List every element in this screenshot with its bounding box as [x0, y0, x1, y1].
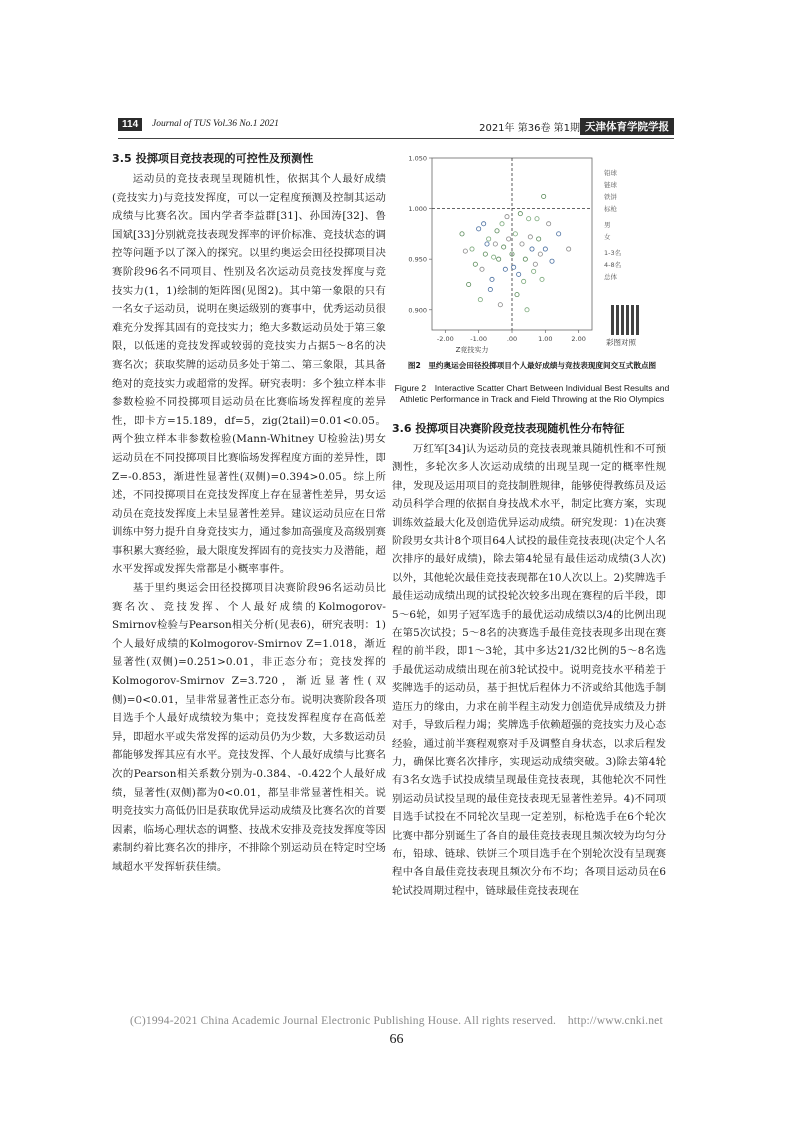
scatter-point: [550, 259, 554, 263]
scatter-point: [497, 257, 501, 261]
page-number: 66: [389, 1032, 404, 1047]
scatter-point: [532, 269, 536, 273]
legend-item: 总体: [604, 273, 617, 281]
legend-item: 铅球: [604, 169, 617, 177]
legend-item: 女: [604, 233, 611, 241]
scatter-point: [473, 262, 477, 266]
scatter-point: [502, 245, 506, 249]
scatter-point: [467, 282, 471, 286]
scatter-point: [520, 242, 524, 246]
scatter-point: [533, 262, 537, 266]
x-tick-label: -2.00: [436, 335, 454, 343]
scatter-point: [525, 308, 529, 312]
scatter-point: [493, 242, 497, 246]
scatter-point: [522, 279, 526, 283]
scatter-point: [547, 222, 551, 226]
section-3-5-title: 3.5 投掷项目竞技表现的可控性及预测性: [112, 152, 314, 165]
scatter-point: [523, 257, 527, 261]
scatter-point: [487, 237, 491, 241]
scatter-point: [507, 237, 511, 241]
scatter-point: [498, 303, 502, 307]
y-tick-label: 0.950: [408, 255, 427, 264]
section-3-5-para-1: 运动员的竞技表现呈现随机性，依据其个人最好成绩(竞技实力)与竞技发挥度，可以一定程度预测及控制其运动成绩与比赛名次。国内学者李益群[31]、孙国涛[32]、鲁国斌[33]分别就竞技表现发挥率的评价标准、竞技状态的调控等问题予以了深入的探究。以里约奥运会田径投掷项目决赛阶段96名不同项目、性别及名次运动员竞技发挥度与竞技实力(1，1)绘制的矩阵图(见图2)。其中第一象限的只有一名女子运动员，说明在奥运级别的赛事中，优秀运动员很难充分发挥其固有的竞技实力；绝大多数运动员处于第三象限，以低迷的竞技发挥或较弱的竞技实力占据5～8名的决赛名次；获取奖牌的运动员多处于第二、第三象限，其具备绝对的竞技实力或超常的发挥。研究表明：多个独立样本非参数检验不同投掷项目运动员在比赛临场发挥程度的差异性，即卡方=15.189，df=5，zig(2tail)=0.01<0.05。两个独立样本非参数检验(Mann-Whitney U检验法)男女运动员在不同投掷项目比赛临场发挥程度方面的差异性，即Z=-0.853，渐进性显著性(双侧)=0.394>0.05。综上所述，不同投掷项目在竞技发挥度上存在显著性差异，男女运动员在竞技发挥度上未呈显著性差异。建议运动员应在日常训练中努力提升自身竞技实力，通过参加高强度及高级别赛事积累大赛经验，最大限度发挥固有的竞技实力及潜能，超水平发挥或发挥失常都是小概率事件。: [112, 173, 386, 576]
header-rule: [118, 138, 674, 139]
scatter-point: [460, 232, 464, 236]
scatter-point: [543, 247, 547, 251]
scatter-point: [567, 247, 571, 251]
scatter-point: [488, 287, 492, 291]
scatter-point: [537, 237, 541, 241]
scatter-point: [490, 277, 494, 281]
scatter-point: [513, 232, 517, 236]
scatter-point: [492, 255, 496, 259]
scatter-point: [515, 292, 519, 296]
scatter-point: [518, 212, 522, 216]
scatter-point: [463, 249, 467, 253]
figure-caption-cn: 图2 里约奥运会田径投掷项目个人最好成绩与竞技表现度间交互式散点图: [407, 361, 657, 370]
legend-item: 铁饼: [604, 193, 617, 201]
scatter-point: [557, 232, 561, 236]
scatter-point: [503, 267, 507, 271]
header-page-badge: 114: [118, 118, 142, 131]
qr-label: 彩图对照: [606, 338, 636, 347]
x-tick-label: 1.00: [538, 335, 553, 343]
scatter-point: [530, 247, 534, 251]
scatter-point: [483, 252, 487, 256]
legend-item: 标枪: [604, 205, 617, 213]
right-column: [392, 420, 666, 900]
section-3-5-para-2: 基于里约奥运会田径投掷项目决赛阶段96名运动员比赛名次、竞技发挥、个人最好成绩的Kolmogorov-Smirnov检验与Pearson相关分析(见表6)，研究表明：1)个人最好成绩的Kolmogorov-Smirnov Z=1.018，渐近显著性(双侧)=0.251>0.01，非正态分布；竞技发挥的Kolmogorov-Smirnov Z=3.720，渐近显著性(双侧)=0<0.01，呈非常显著性正态分布。说明决赛阶段各项目选手个人最好成绩较为集中；竞技发挥程度存在高低差异，即超水平或失常发挥的运动员仍为少数，大多数运动员都能够发挥其应有水平。竞技发挥、个人最好成绩与比赛名次的Pearson相关系数分别为-0.384、-0.422个人最好成绩，显著性(双侧)都为0<0.01，都呈非常显著性相关。说明竞技实力高低仍旧是获取优异运动成绩及比赛名次的首要因素，临场心理状态的调整、技战术安排及竞技发挥度等因素制约着比赛名次的排序，不排除个别运动员在特定时空场域超水平发挥斩获佳绩。: [112, 582, 386, 873]
scatter-point: [485, 242, 489, 246]
y-tick-label: 1.050: [408, 154, 427, 163]
scatter-point: [540, 277, 544, 281]
copyright-footer: (C)1994-2021 China Academic Journal Electronic Publishing House. All rights reserved. http://www.cnki.net: [130, 1015, 663, 1027]
scatter-point: [480, 267, 484, 271]
scatter-point: [538, 252, 542, 256]
header-issue: 2021年 第36卷 第1期: [479, 123, 580, 134]
header-journal-cn: 天津体育学院学报: [580, 118, 674, 135]
scatter-point: [478, 298, 482, 302]
x-tick-label: -1.00: [470, 335, 488, 343]
scatter-point: [477, 227, 481, 231]
scatter-point: [500, 222, 504, 226]
qr-code-icon: [611, 305, 641, 335]
x-axis-label: Z竞技实力: [455, 346, 489, 354]
left-column: [112, 150, 386, 877]
scatter-point: [517, 272, 521, 276]
scatter-point: [512, 265, 516, 269]
running-header: [118, 118, 674, 134]
scatter-point: [505, 215, 509, 219]
section-3-6-para-1: 万红军[34]认为运动员的竞技表现兼具随机性和不可预测性，多轮次多人次运动成绩的出现呈现一定的概率性规律，发现及运用项目的竞技制胜规律，能够使得教练员及运动员科学合理的依据自身技战术水平，制定比赛方案，实现训练效益最大化及创造优异运动成绩。研究发现：1)在决赛阶段男女共计8个项目64人试投的最佳竞技表现(决定个人名次排序的最好成绩)，除去第4轮显有最佳运动成绩(3人次)以外，其他轮次最佳竞技表现都在10人次以上。2)奖牌选手最佳运动成绩出现的试投轮次较多出现在赛程的后半段，即5～6轮，如男子冠军选手的最优运动成绩以3/4的比例出现在第5次试投；5～8名的决赛选手最佳竞技表现多出现在赛程的前半段，即1～3轮，其中多达21/32比例的5～8名选手最优运动成绩出现在前3轮试投中。说明竞技水平稍差于奖牌选手的运动员，基于担忧后程体力不济或给其他选手制造压力的缘由，力求在前半程主动发力创造优异成绩及力拼对手，导致后程力竭；奖牌选手依赖超强的竞技实力及心态经验，通过前半赛程观察对手及调整自身状态，以求后程发力，确保比赛名次排序，实现运动成绩突破。3)除去第4轮有3名女选手试投成绩呈现最佳竞技表现，其他轮次不同性别运动员试投呈现的最佳竞技表现无显著性差异。4)不同项目选手试投在不同轮次呈现一定差别，标枪选手在6个轮次比赛中都分别诞生了各自的最佳竞技表现且频次较为均匀分布，铅球、链球、铁饼三个项目选手在个别轮次没有呈现赛程中各自最佳竞技表现且频次分布不均；各项目运动员在6轮试投周期过程中，链球最佳竞技表现在: [392, 443, 666, 897]
scatter-point: [495, 229, 499, 233]
section-3-6-title: 3.6 投掷项目决赛阶段竞技表现随机性分布特征: [392, 422, 625, 435]
figure-2: [392, 150, 672, 360]
legend-item: 1-3名: [604, 249, 622, 257]
scatter-point: [542, 194, 546, 198]
scatter-point: [470, 247, 474, 251]
x-tick-label: 2.00: [571, 335, 586, 343]
y-tick-label: 0.900: [408, 306, 427, 315]
legend-item: 男: [604, 221, 611, 229]
scatter-point: [528, 235, 532, 239]
scatter-point: [482, 222, 486, 226]
header-journal-en: Journal of TUS Vol.36 No.1 2021: [152, 119, 279, 129]
scatter-chart: [392, 150, 602, 360]
legend-item: 链球: [604, 181, 617, 189]
scatter-point: [527, 217, 531, 221]
y-tick-label: 1.000: [408, 205, 427, 214]
scatter-point: [535, 217, 539, 221]
legend-item: 4-8名: [604, 261, 622, 269]
x-tick-label: .00: [506, 335, 518, 343]
figure-caption-en: Figure 2 Interactive Scatter Chart Between Individual Best Results and Athletic Performance in Track and Field Throwing at the Rio Olympics: [394, 383, 670, 404]
